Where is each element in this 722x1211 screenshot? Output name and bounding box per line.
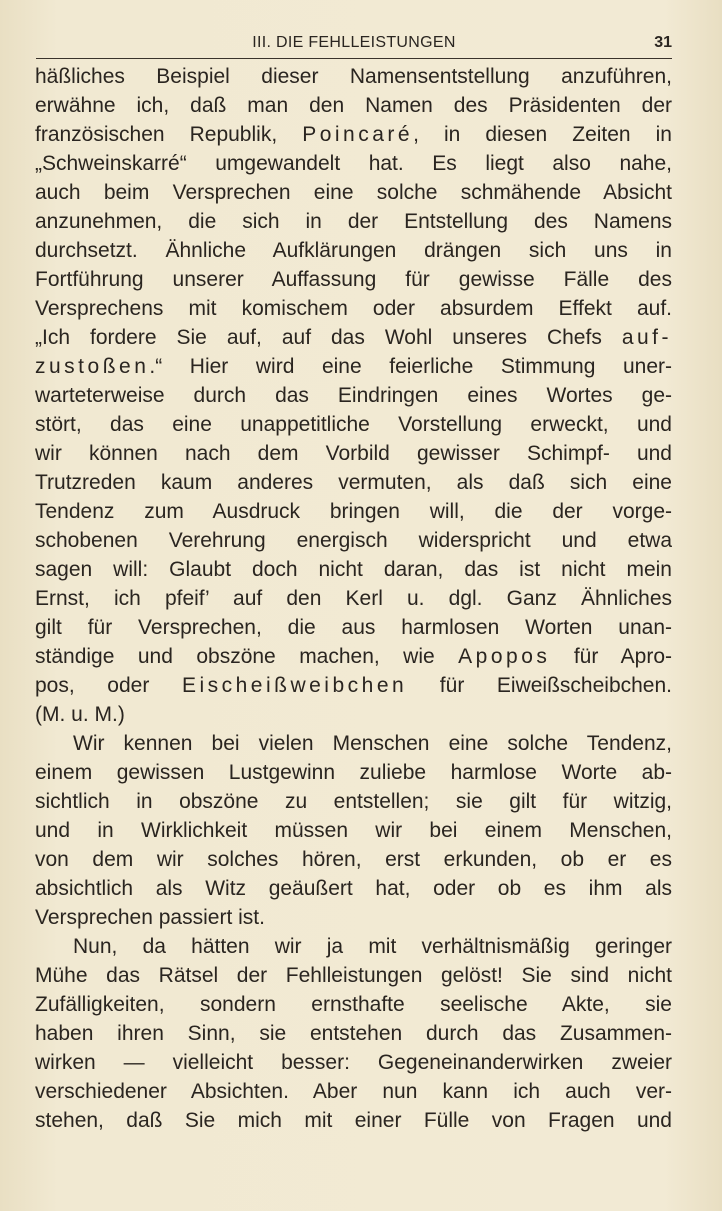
text-line — [35, 352, 672, 381]
text-line — [35, 1106, 672, 1135]
text-line — [35, 468, 672, 497]
text-segment: Fortführung unserer Auffassung für gewisse Fälle des — [35, 268, 672, 291]
text-segment: pos, oder — [35, 674, 182, 697]
text-line — [35, 526, 672, 555]
text-line — [35, 700, 672, 729]
text-line — [35, 1019, 672, 1048]
text-segment: erwähne ich, daß man den Namen des Präsidenten der — [35, 94, 672, 117]
text-line — [35, 758, 672, 787]
text-line — [35, 381, 672, 410]
text-line — [35, 787, 672, 816]
page-number: 31 — [654, 34, 672, 51]
page-header — [36, 30, 672, 59]
text-line — [35, 439, 672, 468]
text-segment: französischen Republik, — [35, 123, 303, 146]
text-segment: stehen, daß Sie mich mit einer Fülle von Fragen und — [35, 1109, 672, 1132]
text-line — [35, 149, 672, 178]
text-segment: wir können nach dem Vorbild gewisser Schimpf- und — [35, 442, 672, 465]
text-segment: „Ich fordere Sie auf, auf das Wohl unseres Chefs — [35, 326, 622, 349]
text-segment: Versprechens mit komischem oder absurdem Effekt auf. — [35, 297, 672, 320]
text-line — [35, 1077, 672, 1106]
text-segment: Mühe das Rätsel der Fehlleistungen gelöst! Sie sind nicht — [35, 964, 672, 987]
text-line — [35, 729, 672, 758]
text-line — [35, 410, 672, 439]
text-line — [35, 120, 672, 149]
text-line — [35, 62, 672, 91]
text-line — [35, 961, 672, 990]
text-segment: schobenen Verehrung energisch widerspricht und etwa — [35, 529, 672, 552]
text-segment: häßliches Beispiel dieser Namensentstellung anzuführen, — [35, 65, 672, 88]
text-segment: .“ Hier wird eine feierliche Stimmung uner- — [149, 355, 672, 378]
text-line — [35, 91, 672, 120]
text-segment: für Apro- — [550, 645, 672, 668]
text-line — [35, 671, 672, 700]
text-line — [35, 903, 672, 932]
text-segment: Ernst, ich pfeif’ auf den Kerl u. dgl. Ganz Ähnliches — [35, 587, 672, 610]
text-line — [35, 294, 672, 323]
text-segment: warteterweise durch das Eindringen eines Wortes ge- — [35, 384, 672, 407]
text-segment: (M. u. M.) — [35, 703, 125, 726]
text-segment: „Schweinskarré“ umgewandelt hat. Es liegt also nahe, — [35, 152, 672, 175]
text-segment: einem gewissen Lustgewinn zuliebe harmlose Worte ab- — [35, 761, 672, 784]
text-line — [35, 613, 672, 642]
text-segment: gilt für Versprechen, die aus harmlosen Worten unan- — [35, 616, 672, 639]
text-line — [35, 845, 672, 874]
text-segment: absichtlich als Witz geäußert hat, oder ob es ihm als — [35, 877, 672, 900]
text-segment: Zufälligkeiten, sondern ernsthafte seelische Akte, sie — [35, 993, 672, 1016]
text-line — [35, 874, 672, 903]
text-segment: für Eiweißscheibchen. — [407, 674, 672, 697]
text-line — [35, 584, 672, 613]
text-line — [35, 323, 672, 352]
text-segment: anzunehmen, die sich in der Entstellung des Namens — [35, 210, 672, 233]
text-line — [35, 207, 672, 236]
text-segment: wirken — vielleicht besser: Gegeneinanderwirken zweier — [35, 1051, 672, 1074]
text-segment: von dem wir solches hören, erst erkunden, ob er es — [35, 848, 672, 871]
emphasized-text: Apopos — [458, 645, 551, 668]
text-line — [35, 1048, 672, 1077]
text-segment: und in Wirklichkeit müssen wir bei einem Menschen, — [35, 819, 672, 842]
text-segment: ständige und obszöne machen, wie — [35, 645, 459, 668]
text-line — [35, 497, 672, 526]
text-segment: sagen will: Glaubt doch nicht daran, das ist nicht mein — [35, 558, 672, 581]
text-line — [35, 178, 672, 207]
text-segment: auch beim Versprechen eine solche schmähende Absicht — [35, 181, 672, 204]
emphasized-text: auf- — [621, 326, 672, 349]
text-segment: sichtlich in obszöne zu entstellen; sie gilt für witzig, — [35, 790, 672, 813]
text-segment: Trutzreden kaum anderes vermuten, als daß sich eine — [35, 471, 672, 494]
running-title: III. DIE FEHLLEISTUNGEN — [252, 34, 456, 51]
text-segment: Versprechen passiert ist. — [35, 906, 265, 929]
text-line — [35, 816, 672, 845]
emphasized-text: zustoßen — [35, 355, 150, 378]
text-segment: haben ihren Sinn, sie entstehen durch das Zusammen- — [35, 1022, 672, 1045]
text-segment: durchsetzt. Ähnliche Aufklärungen drängen sich uns in — [35, 239, 672, 262]
text-segment: Nun, da hätten wir ja mit verhältnismäßig geringer — [73, 935, 672, 958]
text-segment: Tendenz zum Ausdruck bringen will, die der vorge- — [35, 500, 672, 523]
text-segment: , in diesen Zeiten in — [413, 123, 672, 146]
text-line — [35, 236, 672, 265]
text-segment: stört, das eine unappetitliche Vorstellung erweckt, und — [35, 413, 672, 436]
text-line — [35, 932, 672, 961]
text-line — [35, 990, 672, 1019]
emphasized-text: Poincaré — [302, 123, 414, 146]
text-segment: Wir kennen bei vielen Menschen eine solche Tendenz, — [73, 732, 672, 755]
text-segment: verschiedener Absichten. Aber nun kann ich auch ver- — [35, 1080, 672, 1103]
text-line — [35, 642, 672, 671]
emphasized-text: Eischeißweibchen — [181, 674, 408, 697]
text-line — [35, 555, 672, 584]
text-line — [35, 265, 672, 294]
body-text — [35, 62, 672, 1135]
